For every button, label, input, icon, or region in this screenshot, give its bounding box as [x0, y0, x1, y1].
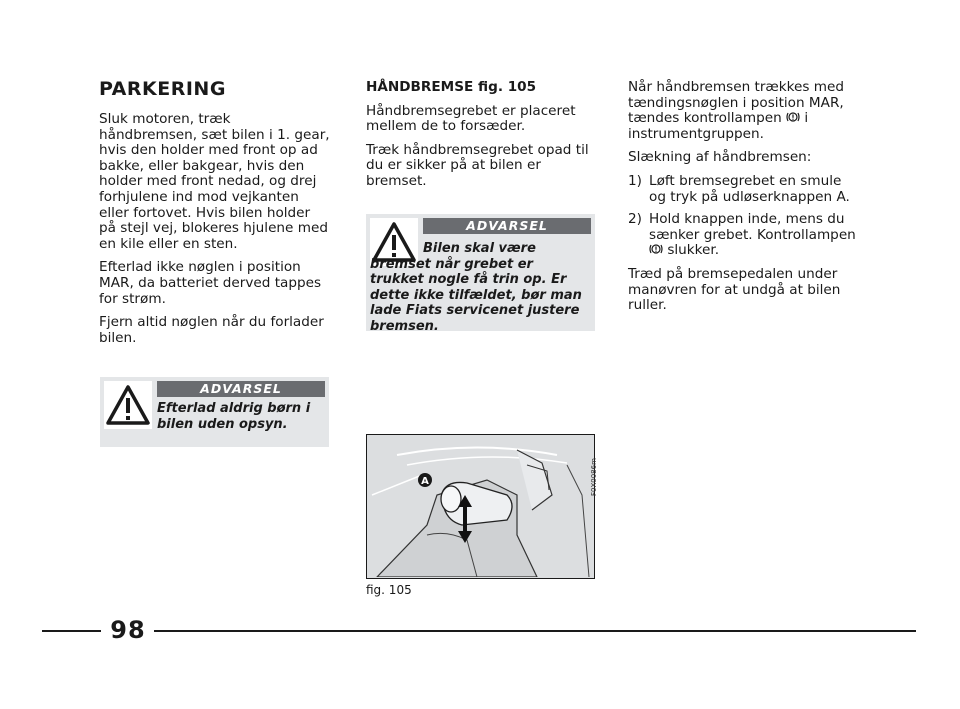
paragraph: Træk håndbremsegrebet opad til du er sikker på at bilen er bremset.: [366, 141, 589, 189]
column-handbremse: [366, 80, 601, 198]
section-heading-parkering: PARKERING: [99, 78, 226, 100]
paragraph: Træd på bremsepedalen under manøvren for at undgå at bilen ruller.: [628, 265, 841, 314]
warning-label: ADVARSEL: [423, 218, 591, 234]
warning-label: ADVARSEL: [157, 381, 325, 397]
list-item: 2) Hold knappen inde, mens du sænker grebet. Kontrollampen slukker.: [628, 211, 856, 259]
warning-text: Bilen skal være bremset når grebet er trukket nogle få trin op. Er dette ikke tilfældet, bør man lade Fiats servicenet justere bremsen.: [370, 241, 582, 334]
release-steps: [628, 174, 860, 259]
column-release: [628, 80, 860, 322]
warning-box-children: [100, 377, 329, 447]
column-parkering: [99, 78, 331, 354]
brake-warning-lamp-icon: [649, 243, 663, 255]
footer-rule-right: [154, 630, 916, 632]
footer-rule-left: [42, 630, 101, 632]
handbrake-illustration: [366, 434, 595, 579]
warning-box-brake: [366, 214, 595, 334]
page-number: 98: [110, 616, 146, 644]
section-heading-handbremse: HÅNDBREMSE fig. 105: [366, 79, 537, 95]
paragraph: Sluk motoren, træk håndbremsen, sæt bilen i 1. gear, hvis den holder med front op ad bakke, eller bakgear, hvis den holder med front nedad, og drej forhjulene ind mod vejkanten eller fortovet. Hvis bilen holder på stejl vej, blokeres hjulene med en kile eller en sten.: [99, 111, 330, 252]
paragraph: Fjern altid nøglen når du forlader bilen.: [99, 314, 324, 346]
callout-a: A: [421, 476, 429, 487]
figure-caption: fig. 105: [366, 583, 412, 597]
brake-warning-lamp-icon: [786, 111, 800, 123]
figure-code: F0X0086m: [590, 458, 598, 496]
warning-text: Efterlad aldrig børn i bilen uden opsyn.: [157, 401, 311, 432]
list-item: 1) Løft bremsegrebet en smule og tryk på udløserknappen A.: [628, 172, 850, 205]
paragraph: Når håndbremsen trækkes med tændingsnøglen i position MAR, tændes kontrollampen i instrumentgruppen.: [628, 79, 845, 142]
warning-triangle-icon: [104, 381, 152, 429]
paragraph: Efterlad ikke nøglen i position MAR, da batteriet derved tappes for strøm.: [99, 259, 322, 307]
paragraph: Håndbremsegrebet er placeret mellem de to forsæder.: [366, 102, 576, 135]
paragraph: Slækning af håndbremsen:: [628, 149, 812, 166]
